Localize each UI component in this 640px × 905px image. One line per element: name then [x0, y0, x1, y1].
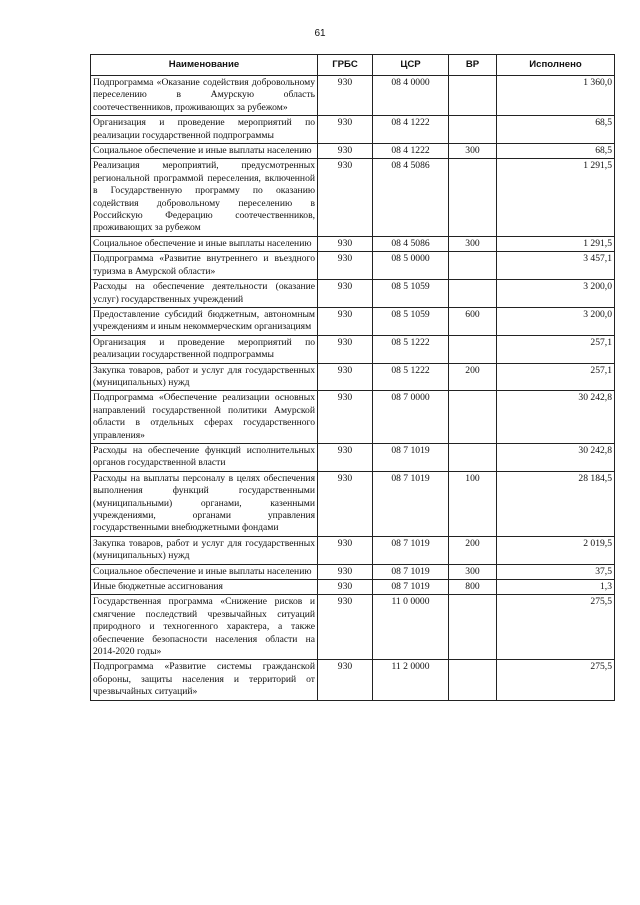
cell-csr: 08 7 1019	[373, 580, 449, 595]
cell-executed: 1,3	[497, 580, 615, 595]
table-row	[91, 335, 615, 363]
cell-name: Подпрограмма «Развитие системы гражданской обороны, защиты населения и территорий от чрезвычайных ситуаций»	[91, 660, 318, 700]
table-row	[91, 159, 615, 236]
cell-executed: 68,5	[497, 116, 615, 144]
cell-csr: 08 7 1019	[373, 471, 449, 536]
table-row	[91, 391, 615, 444]
cell-vr	[449, 391, 497, 444]
cell-vr: 600	[449, 307, 497, 335]
page-number: 61	[314, 28, 326, 39]
cell-csr: 08 4 5086	[373, 159, 449, 236]
table-row	[91, 236, 615, 251]
cell-executed: 37,5	[497, 564, 615, 579]
cell-grbs: 930	[318, 280, 373, 308]
cell-name: Расходы на обеспечение функций исполнительных органов государственной власти	[91, 443, 318, 471]
header-name: Наименование	[91, 55, 318, 76]
header-executed: Исполнено	[497, 55, 615, 76]
cell-vr: 200	[449, 363, 497, 391]
cell-grbs: 930	[318, 116, 373, 144]
cell-vr: 100	[449, 471, 497, 536]
table-row	[91, 536, 615, 564]
cell-name: Государственная программа «Снижение рисков и смягчение последствий чрезвычайных ситуаций природного и техногенного характера, а также обеспечение безопасности населения области на 2014-2020 годы»	[91, 595, 318, 660]
cell-vr	[449, 116, 497, 144]
cell-name: Расходы на обеспечение деятельности (оказание услуг) государственных учреждений	[91, 280, 318, 308]
cell-csr: 08 7 1019	[373, 564, 449, 579]
table-row	[91, 76, 615, 116]
cell-vr	[449, 159, 497, 236]
cell-executed: 28 184,5	[497, 471, 615, 536]
cell-executed: 1 360,0	[497, 76, 615, 116]
cell-csr: 08 4 1222	[373, 116, 449, 144]
cell-grbs: 930	[318, 307, 373, 335]
cell-vr: 300	[449, 564, 497, 579]
cell-csr: 08 5 1059	[373, 280, 449, 308]
cell-executed: 275,5	[497, 595, 615, 660]
header-csr: ЦСР	[373, 55, 449, 76]
cell-vr: 300	[449, 236, 497, 251]
cell-name: Подпрограмма «Оказание содействия добровольному переселению в Амурскую область соотечественников, проживающих за рубежом»	[91, 76, 318, 116]
cell-executed: 257,1	[497, 363, 615, 391]
cell-vr: 300	[449, 144, 497, 159]
table-row	[91, 564, 615, 579]
cell-executed: 30 242,8	[497, 443, 615, 471]
cell-grbs: 930	[318, 443, 373, 471]
table-row	[91, 363, 615, 391]
cell-csr: 08 4 5086	[373, 236, 449, 251]
cell-csr: 08 7 0000	[373, 391, 449, 444]
cell-grbs: 930	[318, 236, 373, 251]
cell-executed: 68,5	[497, 144, 615, 159]
cell-csr: 08 5 1222	[373, 363, 449, 391]
cell-executed: 3 200,0	[497, 280, 615, 308]
table-row	[91, 660, 615, 700]
cell-name: Закупка товаров, работ и услуг для государственных (муниципальных) нужд	[91, 363, 318, 391]
cell-csr: 11 0 0000	[373, 595, 449, 660]
cell-csr: 08 5 1059	[373, 307, 449, 335]
cell-vr: 800	[449, 580, 497, 595]
cell-csr: 11 2 0000	[373, 660, 449, 700]
cell-name: Организация и проведение мероприятий по реализации государственной подпрограммы	[91, 116, 318, 144]
table-row	[91, 116, 615, 144]
cell-grbs: 930	[318, 564, 373, 579]
cell-grbs: 930	[318, 471, 373, 536]
cell-grbs: 930	[318, 536, 373, 564]
cell-csr: 08 5 0000	[373, 252, 449, 280]
cell-csr: 08 7 1019	[373, 443, 449, 471]
cell-name: Социальное обеспечение и иные выплаты населению	[91, 236, 318, 251]
cell-grbs: 930	[318, 660, 373, 700]
cell-vr	[449, 335, 497, 363]
budget-execution-table	[90, 54, 615, 701]
cell-grbs: 930	[318, 363, 373, 391]
cell-name: Расходы на выплаты персоналу в целях обеспечения выполнения функций государственными (муниципальными) органами, казенными учреждениями, органами управления государственными внебюджетными фондами	[91, 471, 318, 536]
cell-name: Социальное обеспечение и иные выплаты населению	[91, 144, 318, 159]
cell-csr: 08 7 1019	[373, 536, 449, 564]
cell-executed: 2 019,5	[497, 536, 615, 564]
cell-vr	[449, 443, 497, 471]
cell-name: Реализация мероприятий, предусмотренных региональной программой переселения, включенной в Государственную программу по оказанию содействия добровольному переселению в Российскую Федерацию соотечественников, проживающих за рубежом	[91, 159, 318, 236]
header-grbs: ГРБС	[318, 55, 373, 76]
cell-name: Иные бюджетные ассигнования	[91, 580, 318, 595]
cell-csr: 08 4 1222	[373, 144, 449, 159]
table-row	[91, 252, 615, 280]
cell-grbs: 930	[318, 580, 373, 595]
cell-name: Подпрограмма «Обеспечение реализации основных направлений государственной политики Амурской области в отдельных сферах государственного управления»	[91, 391, 318, 444]
cell-name: Социальное обеспечение и иные выплаты населению	[91, 564, 318, 579]
table-row	[91, 471, 615, 536]
cell-name: Организация и проведение мероприятий по реализации государственной подпрограммы	[91, 335, 318, 363]
table-row	[91, 280, 615, 308]
table-header-row	[91, 55, 615, 76]
cell-executed: 30 242,8	[497, 391, 615, 444]
cell-name: Предоставление субсидий бюджетным, автономным учреждениям и иным некоммерческим организациям	[91, 307, 318, 335]
cell-grbs: 930	[318, 144, 373, 159]
cell-vr	[449, 595, 497, 660]
cell-grbs: 930	[318, 391, 373, 444]
cell-vr	[449, 252, 497, 280]
cell-csr: 08 5 1222	[373, 335, 449, 363]
table-row	[91, 580, 615, 595]
cell-vr	[449, 280, 497, 308]
cell-grbs: 930	[318, 335, 373, 363]
cell-grbs: 930	[318, 252, 373, 280]
cell-csr: 08 4 0000	[373, 76, 449, 116]
table-row	[91, 144, 615, 159]
cell-executed: 3 457,1	[497, 252, 615, 280]
cell-executed: 275,5	[497, 660, 615, 700]
table-row	[91, 595, 615, 660]
cell-grbs: 930	[318, 595, 373, 660]
cell-executed: 257,1	[497, 335, 615, 363]
table-row	[91, 307, 615, 335]
cell-name: Закупка товаров, работ и услуг для государственных (муниципальных) нужд	[91, 536, 318, 564]
header-vr: ВР	[449, 55, 497, 76]
cell-executed: 3 200,0	[497, 307, 615, 335]
cell-executed: 1 291,5	[497, 236, 615, 251]
cell-executed: 1 291,5	[497, 159, 615, 236]
cell-vr	[449, 660, 497, 700]
cell-grbs: 930	[318, 76, 373, 116]
cell-vr: 200	[449, 536, 497, 564]
cell-grbs: 930	[318, 159, 373, 236]
cell-name: Подпрограмма «Развитие внутреннего и въездного туризма в Амурской области»	[91, 252, 318, 280]
cell-vr	[449, 76, 497, 116]
table-row	[91, 443, 615, 471]
